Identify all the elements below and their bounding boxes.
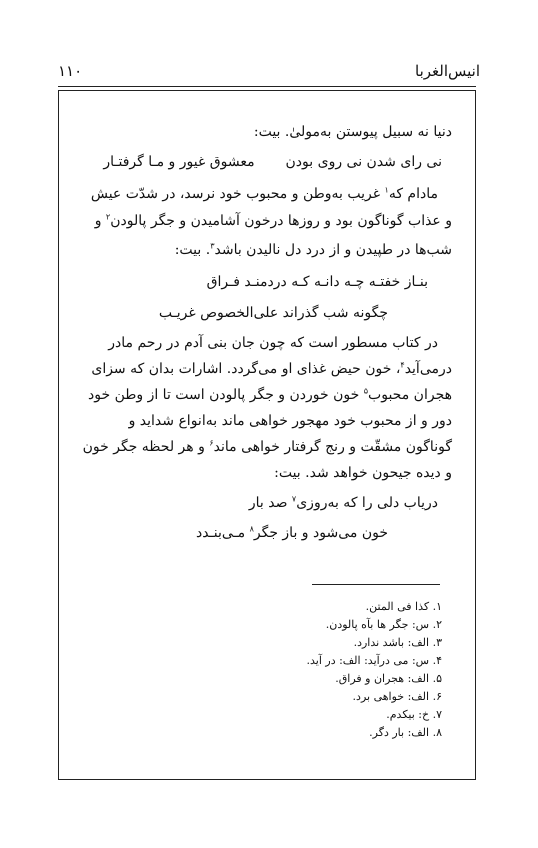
verse-line: دریاب دلی را که به‌روزی$^۷$ صد بار bbox=[248, 494, 438, 511]
footnote: ۳. الف: باشد ندارد. bbox=[353, 636, 442, 649]
footnote-ref: ۸ bbox=[249, 524, 254, 534]
text-line: مادام که$^۱$ غریب به‌وطن و محبوب خود نرسد، در شدّت عیش bbox=[90, 185, 438, 202]
verse-hemistich: نی رای شدن نی روی بودن bbox=[285, 154, 442, 170]
footnote-separator bbox=[312, 584, 440, 585]
header-rule bbox=[58, 86, 476, 87]
text-line: و عذاب گوناگون بود و روزها درخون آشامیدن و جگر پالودن$^۲$ و bbox=[94, 212, 452, 229]
verse-line bbox=[86, 151, 442, 173]
footnote-ref: ۴ bbox=[400, 360, 405, 370]
footnote-ref: ۲ bbox=[105, 212, 111, 222]
text-line: و دیده جیحون خواهد شد. بیت: bbox=[274, 465, 452, 481]
text-line: درمی‌آید$^۴$، خون حیض غذای او می‌گردد. اشارات بدان که سزای bbox=[91, 360, 452, 377]
verse-line: چگونه شب گذراند علی‌الخصوص غریـب bbox=[158, 305, 388, 321]
footnote: ۴. س: می درآید: الف: در آید. bbox=[306, 654, 442, 667]
footnote: ۸. الف: بار دگر. bbox=[369, 726, 442, 739]
text-line: گوناگون مشقّت و رنج گرفتار خواهی ماند$^۶$ و هر لحظه جگر خون bbox=[82, 438, 452, 455]
footnote: ۶. الف: خواهی برد. bbox=[352, 690, 442, 703]
text-line: دنیا نه سبیل پیوستن به‌مولیٰ. بیت: bbox=[253, 124, 452, 140]
page-number: ۱۱۰ bbox=[58, 62, 83, 80]
footnote-ref: ۶ bbox=[209, 438, 214, 448]
footnote-ref: ۷ bbox=[291, 494, 297, 504]
text-line: شب‌ها در طپیدن و از درد دل نالیدن باشد$^۳$. بیت: bbox=[174, 241, 452, 258]
footnote: ۱. کذا فی المتن. bbox=[365, 600, 442, 613]
text-line: هجران محبوب$^۵$ خون خوردن و جگر پالودن است تا از وطن خود bbox=[88, 386, 452, 403]
footnote: ۵. الف: هجران و فراق. bbox=[335, 672, 442, 685]
footnote-ref: ۵ bbox=[363, 386, 369, 396]
footnote-ref: ۱ bbox=[384, 185, 389, 195]
running-header-title: انیس‌الغربا bbox=[415, 62, 480, 80]
verse-hemistich: معشوق غیور و مـا گرفتـار bbox=[103, 154, 255, 170]
verse-line: خون می‌شود و باز جگر$^۸$ مـی‌بنـدد bbox=[196, 524, 388, 541]
verse-line: بنـاز خفتـه چـه دانـه کـه دردمنـد فـراق bbox=[206, 274, 428, 290]
footnote: ۲. س: جگر ها بآه پالودن. bbox=[325, 618, 442, 631]
text-line: در کتاب مسطور است که چون جان بنی آدم در رحم مادر bbox=[108, 335, 438, 351]
text-line: دور و از محبوب خود مهجور خواهی ماند به‌انواع شداید و bbox=[128, 413, 452, 429]
footnote: ۷. خ: بیکدم. bbox=[386, 708, 442, 721]
footnote-ref: ۳ bbox=[210, 241, 215, 251]
